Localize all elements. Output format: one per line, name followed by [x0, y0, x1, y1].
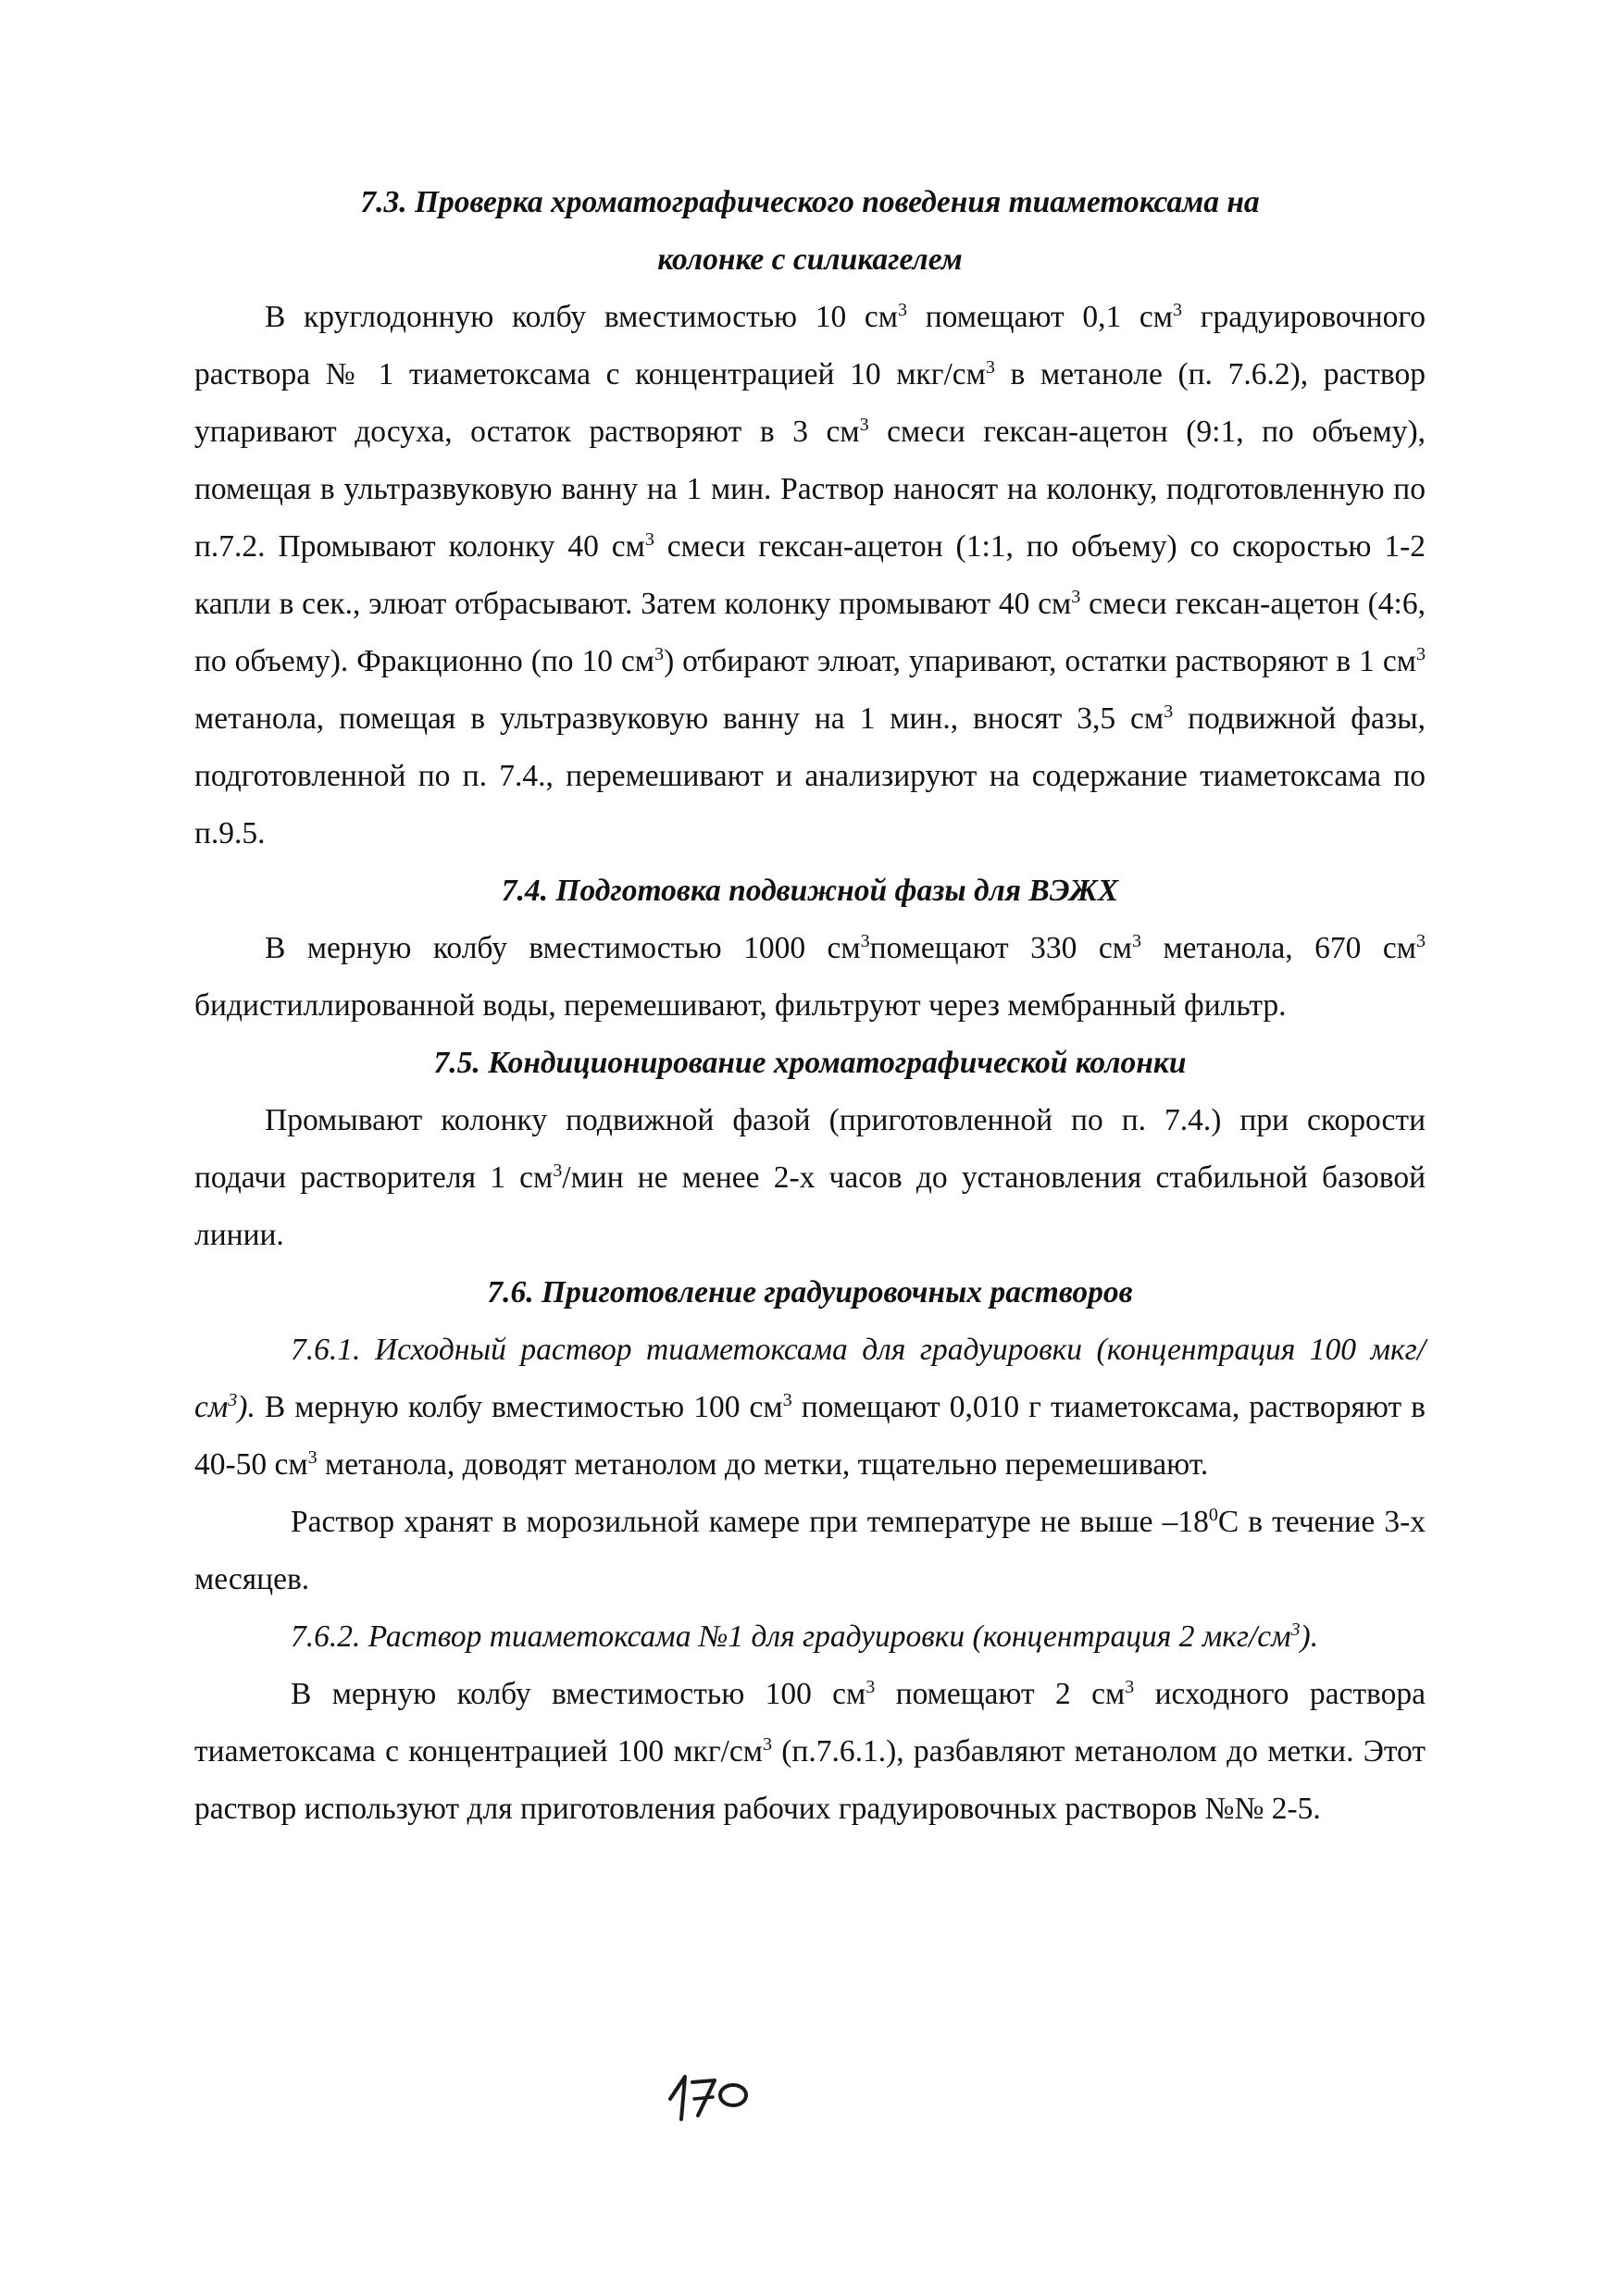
text-run: бидистиллированной воды, перемешивают, фильтруют через мембранный фильтр.	[194, 988, 1287, 1023]
superscript: 3	[859, 414, 869, 435]
degree-superscript: 0	[1208, 1504, 1218, 1525]
superscript: 3	[860, 930, 870, 951]
text-run: ).	[237, 1390, 255, 1424]
superscript: 3	[654, 643, 665, 664]
text-run: В круглодонную колбу вместимостью 10 см	[265, 300, 898, 334]
storage-paragraph	[194, 1494, 1426, 1608]
text-run: подвижной фазы, подготовленной по п. 7.4., перемешивают и анализируют на содержание тиаметоксама по п.9.5.	[194, 701, 1426, 850]
text-run: ) отбирают элюат, упаривают, остатки растворяют в 1 см	[664, 644, 1416, 678]
superscript: 3	[307, 1446, 318, 1468]
section-7-6-1-title: 7.6.1. Исходный раствор тиаметоксама для градуировки (концентрация 100 мкг/см	[194, 1333, 1426, 1424]
superscript: 3	[1071, 586, 1081, 607]
superscript: 3	[1173, 299, 1183, 320]
superscript: 3	[1125, 1676, 1135, 1697]
superscript: 3	[762, 1733, 772, 1755]
text-run: метанола, доводят метанолом до метки, тщательно перемешивают.	[317, 1447, 1209, 1482]
section-7-3-paragraph	[194, 289, 1426, 863]
text-run: ).	[1300, 1620, 1319, 1654]
section-7-3-heading-line1: 7.3. Проверка хроматографического поведения тиаметоксама на	[360, 185, 1260, 219]
text-run: (п.7.6.1.), разбавляют метанолом до метки. Этот раствор используют для приготовления рабочих градуировочных растворов №№ 2-5.	[194, 1734, 1426, 1826]
superscript: 3	[553, 1160, 563, 1181]
superscript: 3	[1290, 1619, 1301, 1640]
section-7-3-heading-line2: колонке с силикагелем	[657, 242, 963, 277]
text-run: помещают 2 см	[875, 1677, 1126, 1711]
text-run: смеси гексан-ацетон (1:1, по объему) со скоростью 1-2 капли в сек., элюат отбрасывают. Затем колонку промывают 40 см	[194, 529, 1426, 621]
text-run: помещают 0,1 см	[907, 300, 1174, 334]
superscript: 3	[985, 356, 995, 378]
text-run: помещают 0,010 г тиаметоксама, растворяют в 40-50 см	[194, 1390, 1426, 1482]
superscript: 3	[1164, 701, 1174, 722]
text-run: 7.6.2. Раствор тиаметоксама №1 для градуировки (концентрация 2 мкг/см	[291, 1620, 1291, 1654]
text-run: метанола, помещая в ультразвуковую ванну на 1 мин., вносят 3,5 см	[194, 701, 1164, 736]
section-7-6-heading: 7.6. Приготовление градуировочных растворов	[487, 1275, 1133, 1309]
superscript: 3	[866, 1676, 876, 1697]
text-run: в метаноле (п. 7.6.2), раствор упаривают досуха, остаток растворяют в 3 см	[194, 357, 1426, 449]
superscript: 3	[782, 1389, 792, 1410]
section-7-4-paragraph	[194, 920, 1426, 1035]
superscript: 3	[897, 299, 907, 320]
text-run: В мерную колбу вместимостью 1000 см	[265, 931, 861, 965]
superscript: 3	[1415, 930, 1426, 951]
section-7-4-heading: 7.4. Подготовка подвижной фазы для ВЭЖХ	[501, 874, 1119, 908]
section-7-5-paragraph	[194, 1092, 1426, 1264]
superscript: 3	[228, 1389, 238, 1410]
text-run: исходного раствора тиаметоксама с концентрацией 100 мкг/см	[194, 1677, 1426, 1769]
page-number	[654, 2062, 755, 2127]
text-run: В мерную колбу вместимостью 100 см	[255, 1390, 783, 1424]
superscript: 3	[1131, 930, 1141, 951]
text-run: смеси гексан-ацетон (9:1, по объему), помещая в ультразвуковую ванну на 1 мин. Раствор наносят на колонку, подготовленную по п.7.2. Промывают колонку 40 см	[194, 415, 1426, 564]
text-run: смеси гексан-ацетон (4:6, по объему). Фракционно (по 10 см	[194, 587, 1426, 678]
section-7-5-heading: 7.5. Кондиционирование хроматографической колонки	[433, 1046, 1187, 1080]
text-run: Раствор хранят в морозильной камере при температуре не выше –18	[291, 1505, 1209, 1539]
text-run: С в течение 3-х месяцев.	[194, 1505, 1426, 1596]
handwritten-page-number-icon	[654, 2062, 755, 2127]
superscript: 3	[1415, 643, 1426, 664]
text-run: /мин не менее 2-х часов до установления стабильной базовой линии.	[194, 1160, 1426, 1252]
text-run: метанола, 670 см	[1141, 931, 1416, 965]
text-run: помещают 330 см	[869, 931, 1132, 965]
section-7-6-2-paragraph	[194, 1666, 1426, 1838]
text-run: Промывают колонку подвижной фазой (приготовленной по п. 7.4.) при скорости подачи растворителя 1 см	[194, 1103, 1426, 1195]
superscript: 3	[644, 528, 654, 550]
text-run: градуировочного раствора № 1 тиаметоксама с концентрацией 10 мкг/см	[194, 300, 1426, 391]
document-content	[194, 174, 1426, 1838]
text-run: В мерную колбу вместимостью 100 см	[291, 1677, 866, 1711]
section-7-6-2-title	[194, 1608, 1426, 1666]
section-7-6-1-paragraph	[194, 1322, 1426, 1494]
